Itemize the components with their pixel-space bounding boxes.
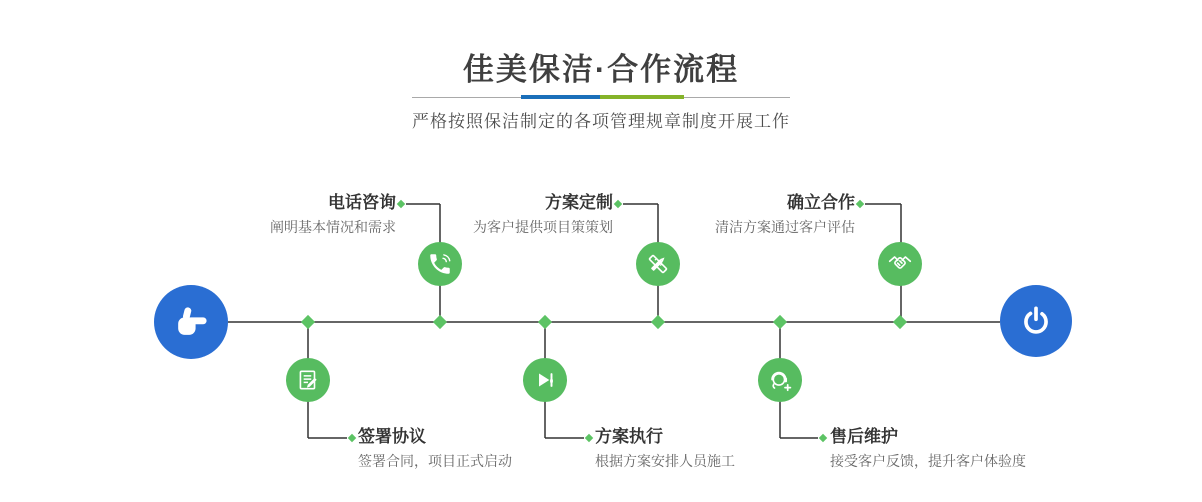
junction-diamond (301, 315, 315, 329)
junction-diamond (893, 315, 907, 329)
label-bullet-diamond (856, 200, 864, 208)
step-label-cooperation (715, 193, 855, 235)
step-title: 方案执行 (595, 427, 663, 446)
step-desc: 为客户提供项目策策划 (473, 219, 613, 235)
label-bullet-diamond (614, 200, 622, 208)
step-desc: 签署合同，项目正式启动 (358, 453, 512, 469)
step-circle-phone (418, 242, 462, 286)
step-desc: 清洁方案通过客户评估 (715, 219, 855, 235)
label-bullet-diamond (819, 434, 827, 442)
step-label-phone (270, 193, 396, 235)
step-title: 确立合作 (787, 193, 855, 212)
label-bullet-diamond (348, 434, 356, 442)
start-node (154, 285, 228, 359)
page-title: 佳美保洁·合作流程 (462, 52, 740, 87)
step-title: 签署协议 (358, 427, 426, 446)
page-subtitle: 严格按照保洁制定的各项管理规章制度开展工作 (412, 112, 790, 131)
step-desc: 阐明基本情况和需求 (270, 219, 396, 235)
label-bullet-diamond (585, 434, 593, 442)
step-circle-aftersales (758, 358, 802, 402)
headset-plus-icon (767, 367, 793, 393)
play-next-icon (532, 367, 558, 393)
handshake-icon (887, 251, 913, 277)
step-circle-plan (636, 242, 680, 286)
junction-diamond (538, 315, 552, 329)
divider-green-segment (600, 95, 684, 99)
step-title: 电话咨询 (328, 193, 396, 212)
step-label-execution (595, 427, 735, 469)
divider-blue-segment (521, 95, 600, 99)
title-divider (412, 95, 790, 99)
contract-sign-icon (295, 367, 321, 393)
step-label-aftersales (830, 427, 1026, 469)
pencil-ruler-icon (645, 251, 671, 277)
power-icon (1015, 300, 1057, 342)
step-circle-execution (523, 358, 567, 402)
end-node (1000, 285, 1072, 357)
pointer-hand-icon (169, 300, 213, 344)
phone-icon (427, 251, 453, 277)
step-circle-contract (286, 358, 330, 402)
step-label-plan (473, 193, 613, 235)
step-desc: 接受客户反馈，提升客户体验度 (830, 453, 1026, 469)
step-title: 售后维护 (830, 427, 898, 446)
junction-diamond (433, 315, 447, 329)
label-bullet-diamond (397, 200, 405, 208)
step-label-contract (358, 427, 512, 469)
junction-diamond (651, 315, 665, 329)
step-desc: 根据方案安排人员施工 (595, 453, 735, 469)
step-circle-cooperation (878, 242, 922, 286)
junction-diamond (773, 315, 787, 329)
step-title: 方案定制 (545, 193, 613, 212)
